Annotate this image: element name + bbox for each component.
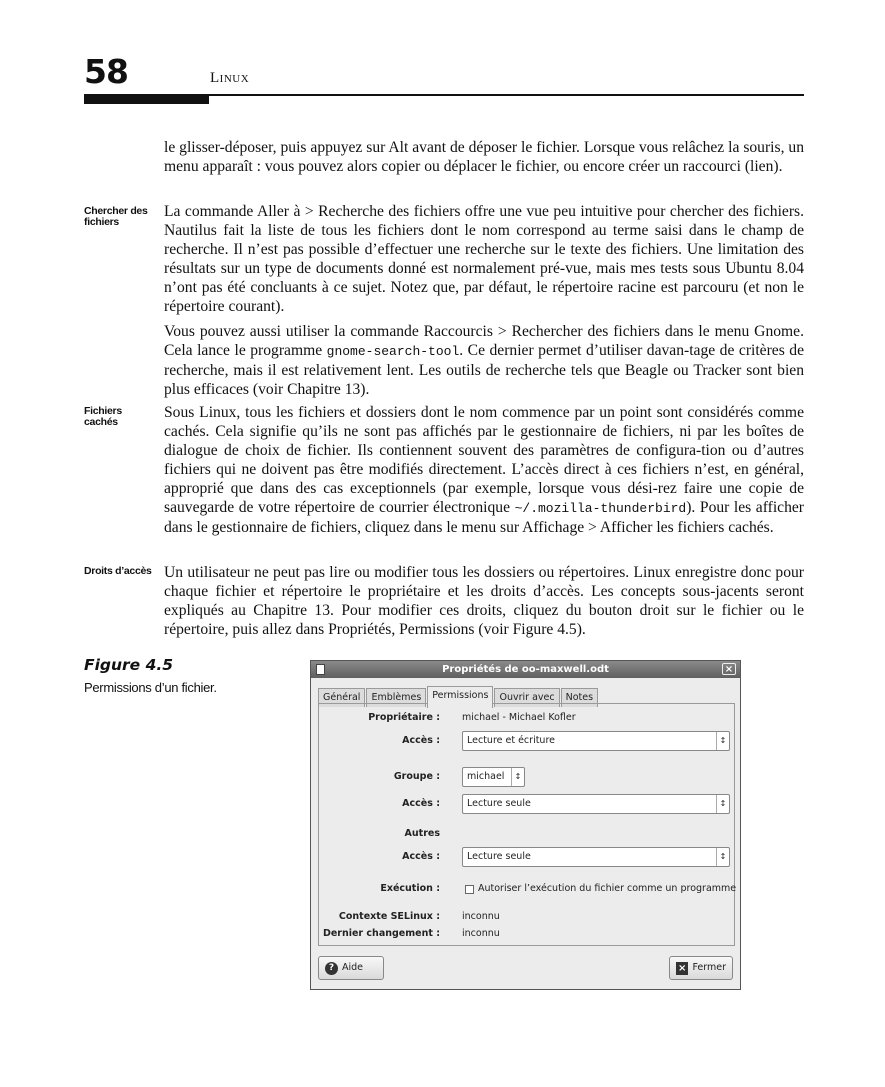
dialog-title: Propriétés de oo-maxwell.odt (442, 664, 609, 675)
owner-value: michael - Michael Kofler (462, 712, 576, 723)
permissions-panel (318, 703, 735, 946)
close-button[interactable] (669, 956, 733, 980)
last-change-value: inconnu (462, 928, 500, 939)
owner-access-select[interactable] (462, 731, 730, 751)
window-close-icon[interactable]: × (722, 663, 736, 675)
others-label: Autres (404, 828, 440, 839)
properties-dialog (310, 660, 741, 990)
tab-permissions[interactable]: Permissions (427, 686, 493, 708)
combo-arrows-icon: ↕ (716, 795, 729, 813)
last-change-label: Dernier changement : (322, 928, 440, 939)
code-thunderbird-dir: ~/.mozilla-thunderbird (514, 501, 687, 516)
tab-notes[interactable]: Notes (561, 688, 598, 707)
close-button-label: Fermer (692, 962, 726, 973)
dialog-titlebar[interactable] (311, 661, 740, 678)
figure-label: Figure 4.5 (84, 656, 174, 674)
help-button-label: Aide (342, 962, 364, 973)
selinux-value: inconnu (462, 911, 500, 922)
execution-checkbox[interactable] (465, 885, 474, 894)
others-access-value: Lecture seule (467, 851, 531, 862)
others-access-select[interactable] (462, 847, 730, 867)
execution-label: Exécution : (380, 883, 440, 894)
owner-access-label: Accès : (402, 735, 440, 746)
page-number: 58 (84, 52, 128, 91)
help-icon: ? (325, 962, 338, 975)
figure-caption: Permissions d’un fichier. (84, 680, 217, 695)
paragraph-hidden-files: Sous Linux, tous les fichiers et dossiers dont le nom commence par un point sont considérés comme cachés. Cela signifie qu’ils ne sont pas affichés par le gestionnaire de fichiers, ni par les boîtes de dialogue de choix de fichier. Ils contiennent souvent des paramètres de configura-tion ou d’autres fichiers qui ne doivent pas être modifiés directement. L’accès direct à ces fichiers n’est, en général, approprié que dans des cas exceptionnels (par exemple, lorsque vous dési-rez faire une copie de sauvegarde de votre répertoire de courrier électronique ~/.mozilla-thunderbird). Pour les afficher dans le gestionnaire de fichiers, cliquez dans le menu sur Affichage > Afficher les fichiers cachés. (164, 404, 804, 536)
group-access-value: Lecture seule (467, 798, 531, 809)
group-access-select[interactable] (462, 794, 730, 814)
running-title: Linux (210, 70, 250, 86)
others-access-label: Accès : (402, 851, 440, 862)
paragraph-drag-drop: le glisser-déposer, puis appuyez sur Alt avant de déposer le fichier. Lorsque vous relâchez la souris, un menu apparaît : vous pouvez alors copier ou déplacer le fichier, ou encore créer un raccourci (lien). (164, 139, 804, 175)
selinux-label: Contexte SELinux : (338, 911, 440, 922)
close-icon: × (676, 962, 688, 975)
tab-open-with[interactable]: Ouvrir avec (494, 688, 559, 707)
group-select[interactable] (462, 767, 525, 787)
execution-option-label[interactable]: Autoriser l’exécution du fichier comme un programme (478, 883, 737, 894)
tab-general[interactable]: Général (318, 688, 365, 707)
margin-note-hidden: Fichiers cachés (84, 405, 122, 428)
group-value: michael (467, 771, 505, 782)
document-icon (316, 664, 325, 675)
owner-access-value: Lecture et écriture (467, 735, 555, 746)
tab-emblems[interactable]: Emblèmes (366, 688, 426, 707)
margin-note-search: Chercher des fichiers (84, 205, 148, 228)
help-button[interactable] (318, 956, 384, 980)
paragraph-access-rights: Un utilisateur ne peut pas lire ou modifier tous les dossiers ou répertoires. Linux enregistre donc pour chaque fichier et répertoire le propriétaire et les droits d’accès. Les concepts sous-jacents seront expliqués au Chapitre 13. Pour modifier ces droits, cliquez du bouton droit sur le fichier ou le répertoire, puis allez dans Propriétés, Permissions (voir Figure 4.5). (164, 564, 804, 638)
header-bar (84, 94, 209, 104)
margin-note-access: Droits d’accès (84, 565, 152, 577)
combo-arrows-icon: ↕ (511, 768, 524, 786)
paragraph-gnome-search: Vous pouvez aussi utiliser la commande Raccourcis > Rechercher des fichiers dans le menu Gnome. Cela lance le programme gnome-search-tool. Ce dernier permet d’utiliser davan-tage de critères de recherche, mais il est relativement lent. Les outils de recherche tels que Beagle ou Tracker sont bien plus efficaces (voir Chapitre 13). (164, 323, 805, 398)
paragraph-search: La commande Aller à > Recherche des fichiers offre une vue peu intuitive pour chercher des fichiers. Nautilus fait la liste de tous les fichiers dont le nom correspond au terme saisi dans le champ de recherche. Il n’est pas possible d’effectuer une recherche sur le texte des fichiers. Une limitation des résultats sur un type de documents donné est normalement pré-vue, mais mes tests sous Ubuntu 8.04 n’ont pas été concluants à ce sujet. Notez que, par défaut, le répertoire racine est parcouru (et non le répertoire courant). (164, 203, 804, 315)
combo-arrows-icon: ↕ (716, 732, 729, 750)
group-access-label: Accès : (402, 798, 440, 809)
owner-label: Propriétaire : (368, 712, 440, 723)
group-label: Groupe : (393, 771, 440, 782)
code-gnome-search-tool: gnome-search-tool (326, 344, 460, 359)
combo-arrows-icon: ↕ (716, 848, 729, 866)
